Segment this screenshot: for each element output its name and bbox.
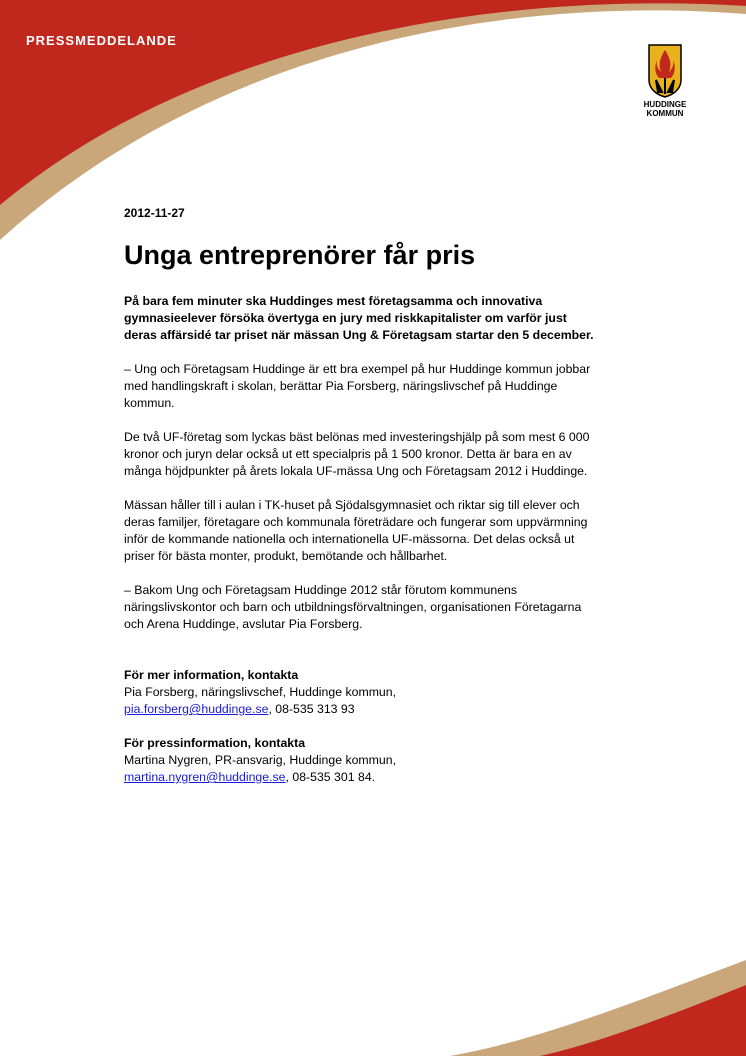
contact-line: Pia Forsberg, näringslivschef, Huddinge kommun, [124, 685, 397, 699]
contact-block-press [124, 735, 594, 786]
article-lead: På bara fem minuter ska Huddinges mest företagsamma och innovativa gymnasieelever försöka övertyga en jury med riskkapitalister om varför just deras affärsidé tar priset när mässan Ung & Företagsam startar den 5 december. [124, 294, 594, 342]
contact-heading: För mer information, kontakta [124, 668, 299, 682]
contact-heading: För pressinformation, kontakta [124, 736, 306, 750]
press-release-label: PRESSMEDDELANDE [26, 33, 177, 48]
header-red-swoosh [0, 0, 746, 205]
coat-of-arms-icon [648, 44, 682, 98]
contact-phone: , 08-535 313 93 [268, 702, 355, 716]
article-paragraph: De två UF-företag som lyckas bäst belönas med investeringshjälp på som mest 6 000 kronor och juryn delar också ut ett specialpris på 1 500 kronor. Detta är bara en av många höjdpunkter på årets lokala UF-mässa Ung och Företagsam 2012 i Huddinge. [124, 430, 590, 478]
contact-line: Martina Nygren, PR-ansvarig, Huddinge kommun, [124, 753, 397, 767]
article-paragraph: – Bakom Ung och Företagsam Huddinge 2012 står förutom kommunens näringslivskontor och barn och utbildningsförvaltningen, organisationen Företagarna och Arena Huddinge, avslutar Pia Forsberg. [124, 583, 582, 631]
contact-email-link[interactable]: pia.forsberg@huddinge.se [124, 702, 269, 716]
article [124, 205, 594, 803]
contact-email-link[interactable]: martina.nygren@huddinge.se [124, 770, 286, 784]
article-paragraph: Mässan håller till i aulan i TK-huset på Sjödalsgymnasiet och riktar sig till elever och deras familjer, företagare och kommunala företrädare och fungerar som uppvärmning inför de kommande nationella och internationella UF-mässorna. Det delas också ut priser för bästa monter, produkt, bemötande och hållbarhet. [124, 498, 588, 563]
logo-text-line2: KOMMUN [646, 109, 684, 118]
logo-text-line1: HUDDINGE [643, 100, 687, 109]
article-date: 2012-11-27 [124, 206, 185, 220]
contact-block-info [124, 667, 594, 718]
huddinge-logo [636, 44, 694, 124]
contact-phone: , 08-535 301 84. [285, 770, 376, 784]
contact-section [124, 667, 594, 786]
article-title: Unga entreprenörer får pris [124, 240, 476, 270]
article-paragraph: – Ung och Företagsam Huddinge är ett bra exempel på hur Huddinge kommun jobbar med handlingskraft i skolan, berättar Pia Forsberg, näringslivschef på Huddinge kommun. [124, 362, 591, 410]
